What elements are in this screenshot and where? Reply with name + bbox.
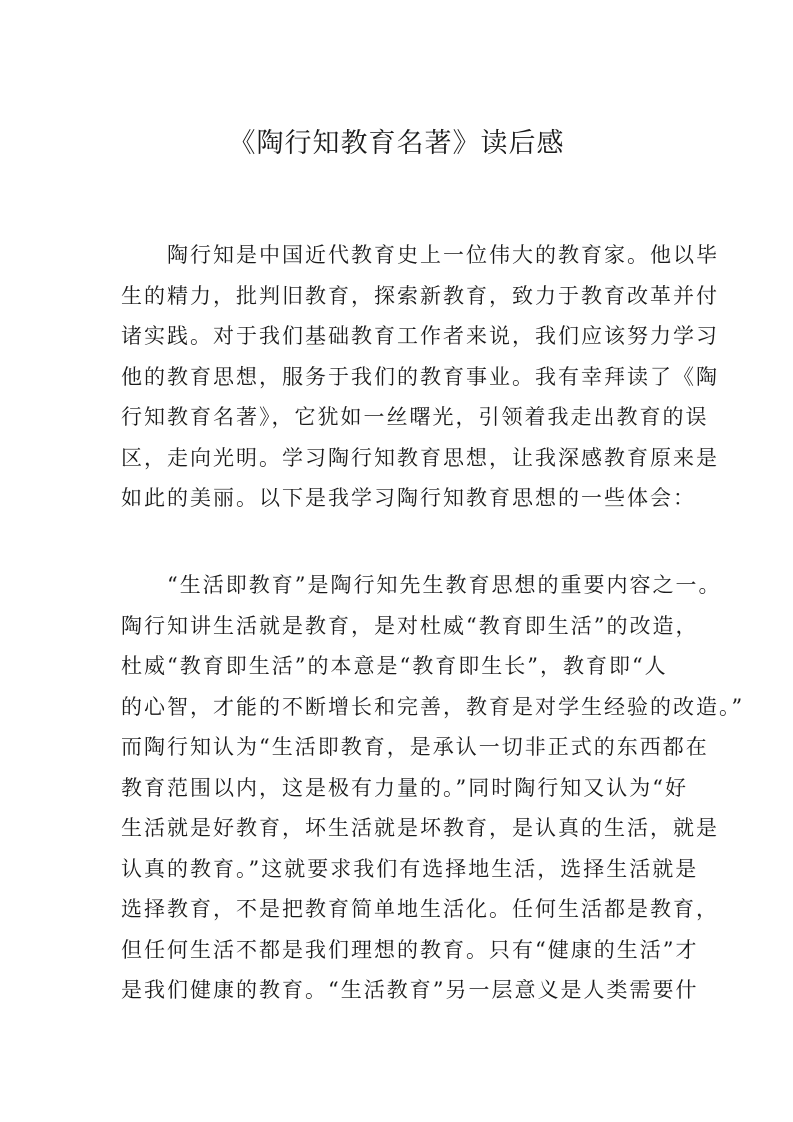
- paragraph-line: 他的教育思想，服务于我们的教育事业。我有幸拜读了《陶: [121, 364, 719, 389]
- paragraph-line: 教育范围以内，这是极有力量的。”同时陶行知又认为“好: [121, 775, 688, 800]
- paragraph-line: 生活就是好教育，坏生活就是坏教育，是认真的生活，就是: [121, 816, 719, 840]
- paragraph-line: 杜威“教育即生活”的本意是“教育即生长”，教育即“人: [121, 654, 668, 678]
- document-title: 《陶行知教育名著》读后感: [228, 128, 565, 159]
- paragraph-line: 诸实践。对于我们基础教育工作者来说，我们应该努力学习: [121, 324, 719, 348]
- paragraph-line: 的心智，才能的不断增长和完善，教育是对学生经验的改造。”: [121, 694, 745, 719]
- paragraph-line: “生活即教育”是陶行知先生教育思想的重要内容之一。: [121, 573, 722, 597]
- paragraph-2: [121, 565, 745, 1011]
- paragraph-1: [121, 235, 719, 519]
- paragraph-line: 选择教育，不是把教育简单地生活化。任何生活都是教育，: [121, 897, 719, 921]
- paragraph-line: 认真的教育。”这就要求我们有选择地生活，选择生活就是: [121, 856, 699, 881]
- paragraph-line: 而陶行知认为“生活即教育，是承认一切非正式的东西都在: [121, 735, 709, 759]
- paragraph-line: 但任何生活不都是我们理想的教育。只有“健康的生活”才: [121, 937, 699, 962]
- paragraph-line: 是我们健康的教育。“生活教育”另一层意义是人类需要什: [121, 978, 699, 1002]
- paragraph-line: 如此的美丽。以下是我学习陶行知教育思想的一些体会：: [121, 486, 696, 510]
- paragraph-line: 陶行知讲生活就是教育，是对杜威“教育即生活”的改造，: [121, 613, 699, 638]
- paragraph-line: 陶行知是中国近代教育史上一位伟大的教育家。他以毕: [121, 243, 719, 267]
- paragraph-line: 行知教育名著》，它犹如一丝曙光，引领着我走出教育的误: [121, 405, 709, 429]
- paragraph-line: 区，走向光明。学习陶行知教育思想，让我深感教育原来是: [121, 445, 719, 470]
- paragraph-line: 生的精力，批判旧教育，探索新教育，致力于教育改革并付: [121, 283, 719, 308]
